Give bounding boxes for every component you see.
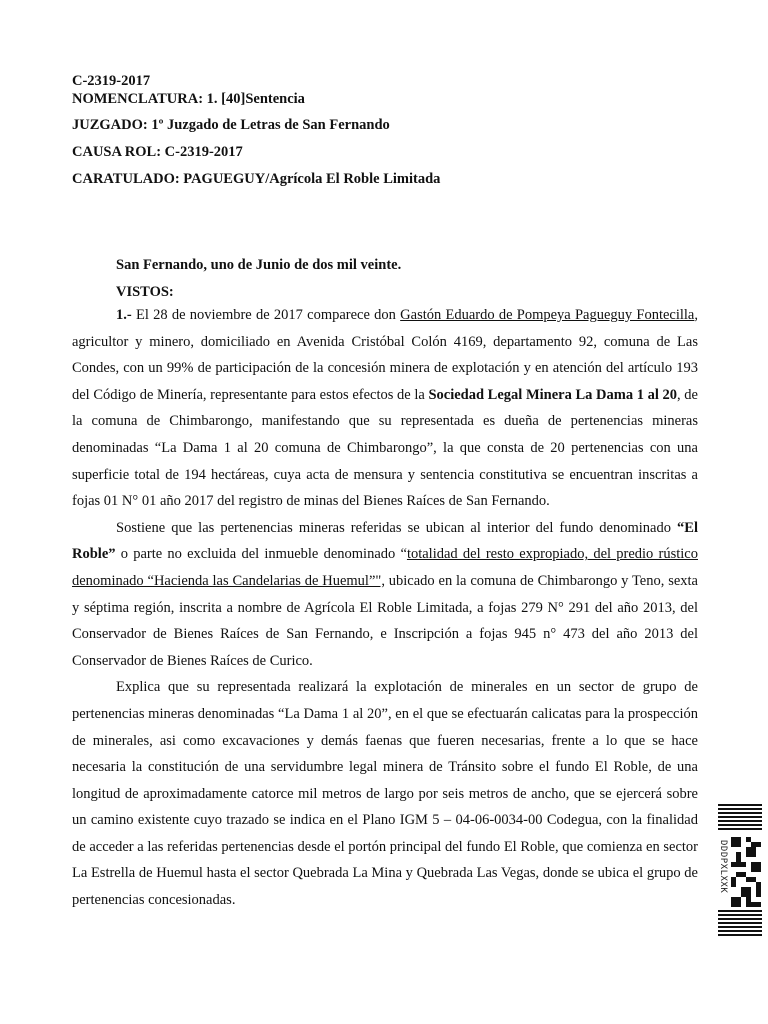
- vistos-heading: VISTOS:: [116, 284, 174, 300]
- document-page: [72, 72, 698, 914]
- juzgado: JUZGADO: 1º Juzgado de Letras de San Fernando: [72, 117, 390, 133]
- qr-code-icon: [731, 837, 761, 907]
- property-description: totalidad del resto expropiado, del predio rústico denominado “Hacienda las Candelarias de Huemul”",: [72, 546, 698, 589]
- company-name: Sociedad Legal Minera La Dama 1 al 20: [428, 386, 678, 403]
- p2-text-1: Sostiene que las pertenencias mineras referidas se ubican al interior del fundo denominado: [116, 519, 678, 536]
- appearing-party-name: Gastón Eduardo de Pompeya Pagueguy Fontecilla: [400, 307, 695, 323]
- p1-text-2: , agricultor y minero, domiciliado en Avenida Cristóbal Colón 4169, departamento 92, comuna de Las Condes, con un 99% de participación de la concesión minera de explotación y en atención del artículo 193 del Código de Minería, representante para estos efectos de la: [72, 307, 698, 403]
- p1-text-1: El 28 de noviembre de 2017 comparece don: [131, 307, 401, 323]
- paragraph-1: [72, 302, 698, 515]
- paragraph-3: Explica que su representada realizará la explotación de minerales en un sector de grupo de pertenencias mineras denominadas “La Dama 1 al 20”, en el que se efectuarán calicatas para la prospección de minerales, asi como excavaciones y demás faenas que fueren necesarias, frente a lo que se hace necesaria la constitución de una servidumbre legal minera de Tránsito sobre el fundo El Roble, de una longitud de aproximadamente catorce mil metros de largo por seis metros de ancho, que se ejercerá sobre un camino existente cuyo trazado se indica en el Plano IGM 5 – 04-06-0034-00 Codegua, con la finalidad de acceder a las referidas pertenencias desde el portón principal del fundo El Roble, que comienza en sector La Estrella de Huemul hasta el sector Quebrada La Mina y Quebrada Las Vegas, donde se ubica el grupo de pertenencias concesionadas.: [72, 679, 698, 909]
- nomenclatura: NOMENCLATURA: 1. [40]Sentencia: [72, 91, 305, 107]
- causa-rol: CAUSA ROL: C-2319-2017: [72, 144, 243, 160]
- p2-text-2: o parte no excluida del inmueble denominado “: [115, 546, 407, 563]
- case-id: C-2319-2017: [72, 73, 151, 89]
- date-line: San Fernando, uno de Junio de dos mil veinte.: [116, 257, 402, 273]
- barcode-bars-top: [718, 804, 762, 834]
- p2-text-3: ubicado en la comuna de Chimbarongo y Teno, sexta y séptima región, inscrita a nombre de Agrícola El Roble Limitada, a fojas 279 N° 291 del año 2013, del Conservador de Bienes Raíces de San Fernando, e Inscripción a fojas 945 n° 473 del año 2013 del Conservador de Bienes Raíces de Curico.: [72, 572, 698, 669]
- barcode-bars-bottom: [718, 910, 762, 940]
- verification-barcode: [718, 804, 762, 940]
- verification-code: DDDPXLXXK: [718, 840, 728, 894]
- paragraph-number: 1.-: [116, 307, 132, 323]
- p1-text-3: , de la comuna de Chimbarongo, manifestando que su representada es dueña de pertenencias mineras denominadas “La Dama 1 al 20 comuna de Chimbarongo”, la que consta de 20 pertenencias con una superficie total de 194 hectáreas, cuya acta de mensura y sentencia constitutiva se encuentran inscritas a fojas 01 N° 01 año 2017 del registro de minas del Bienes Raíces de San Fernando.: [72, 386, 698, 510]
- caratulado: CARATULADO: PAGUEGUY/Agrícola El Roble Limitada: [72, 171, 441, 187]
- estate-name: “El Roble”: [72, 519, 698, 563]
- paragraph-2: [72, 515, 698, 675]
